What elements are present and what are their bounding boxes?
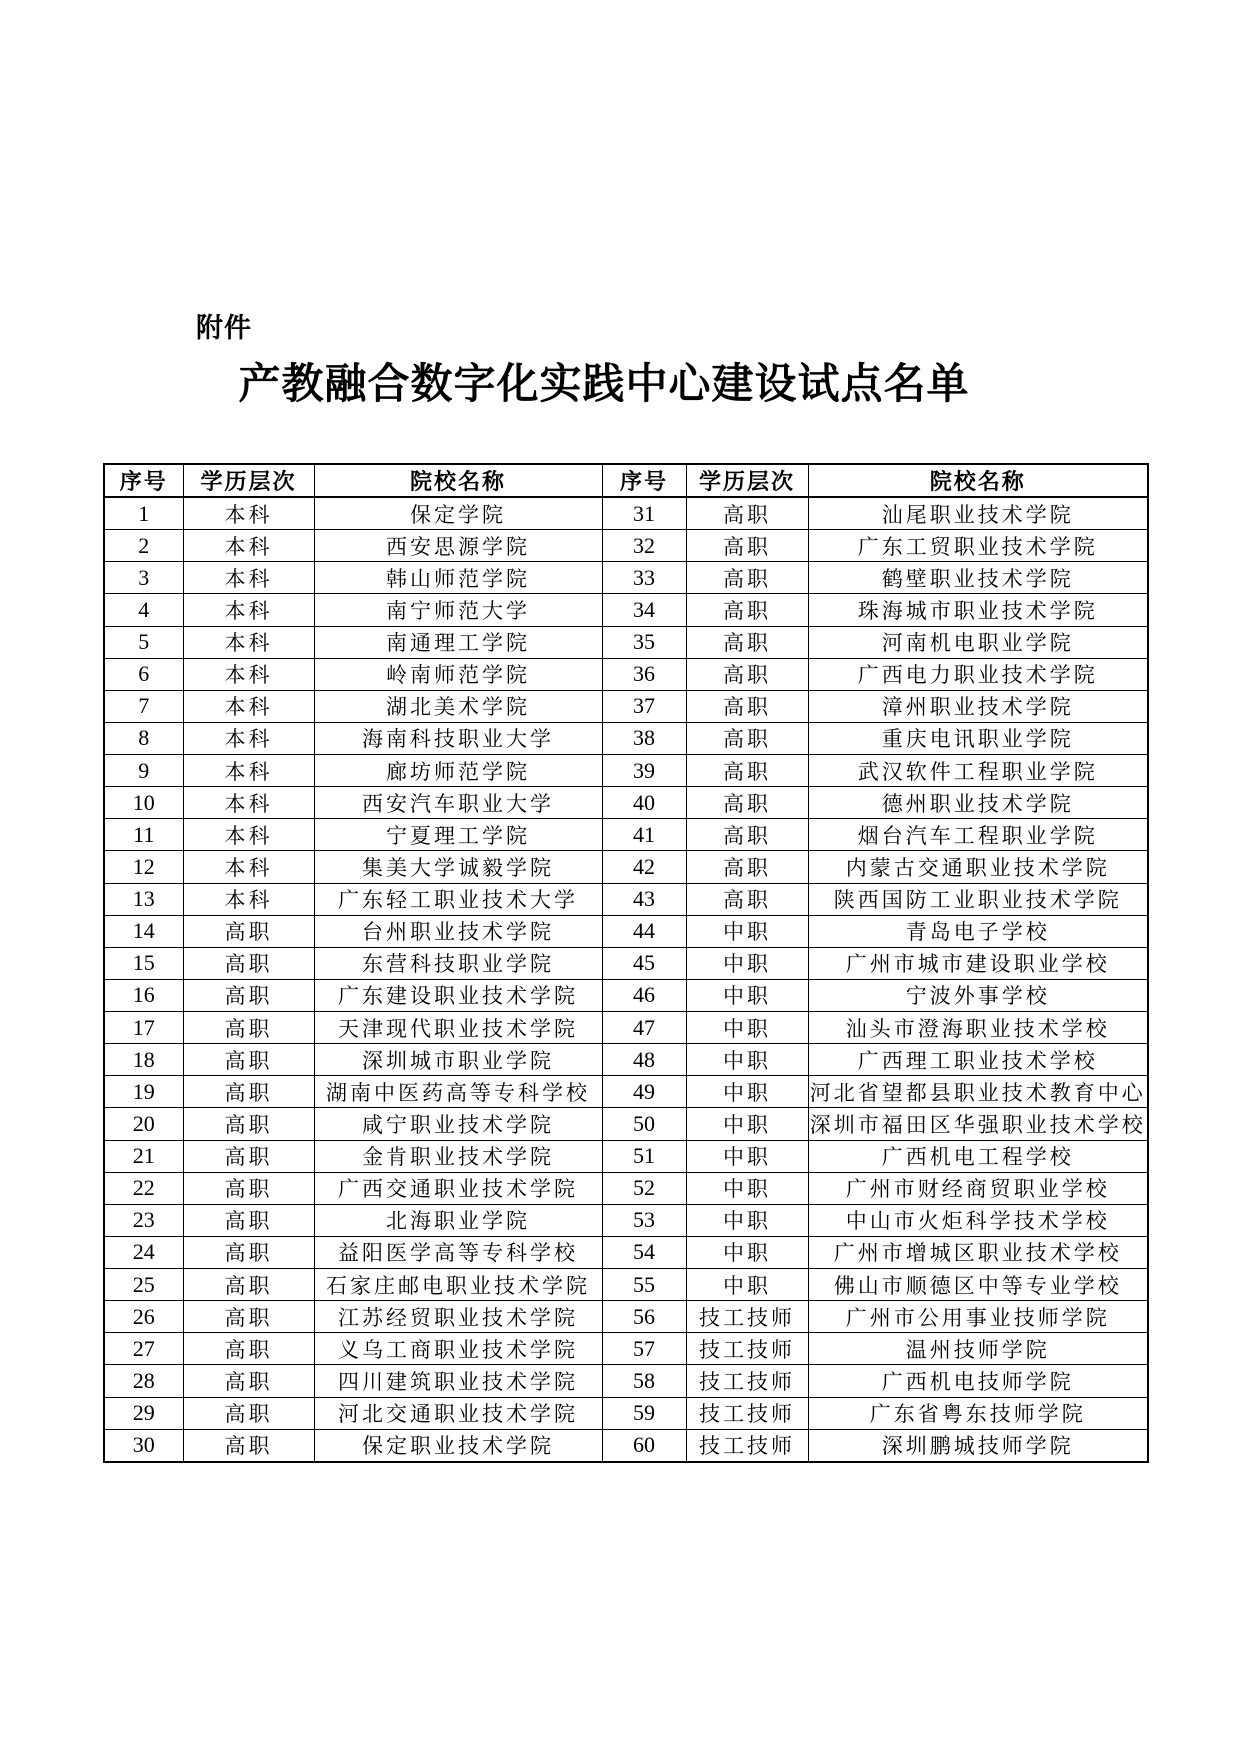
level-cell: 高职: [686, 851, 808, 883]
name-cell: 西安汽车职业大学: [314, 787, 602, 819]
table-row: [104, 497, 1148, 530]
name-cell: 中山市火炬科学技术学校: [808, 1204, 1148, 1236]
name-cell: 陕西国防工业职业技术学院: [808, 883, 1148, 915]
name-cell: 广东省粤东技师学院: [808, 1397, 1148, 1429]
level-cell: 高职: [686, 658, 808, 690]
seq-cell: 41: [602, 819, 686, 851]
table-row: [104, 1269, 1148, 1301]
seq-cell: 53: [602, 1204, 686, 1236]
seq-cell: 46: [602, 979, 686, 1011]
level-cell: 高职: [686, 722, 808, 754]
seq-cell: 15: [104, 947, 183, 979]
name-cell: 广东轻工职业技术大学: [314, 883, 602, 915]
name-cell: 漳州职业技术学院: [808, 690, 1148, 722]
name-cell: 集美大学诚毅学院: [314, 851, 602, 883]
seq-cell: 40: [602, 787, 686, 819]
table-row: [104, 626, 1148, 658]
seq-cell: 27: [104, 1333, 183, 1365]
name-cell: 保定学院: [314, 497, 602, 530]
table-row: [104, 1076, 1148, 1108]
seq-cell: 55: [602, 1269, 686, 1301]
level-cell: 高职: [183, 1301, 314, 1333]
name-cell: 河北交通职业技术学院: [314, 1397, 602, 1429]
seq-cell: 45: [602, 947, 686, 979]
level-cell: 高职: [183, 1076, 314, 1108]
seq-cell: 26: [104, 1301, 183, 1333]
level-cell: 中职: [686, 947, 808, 979]
table-row: [104, 1204, 1148, 1236]
seq-cell: 44: [602, 915, 686, 947]
seq-cell: 11: [104, 819, 183, 851]
name-cell: 广西电力职业技术学院: [808, 658, 1148, 690]
name-cell: 河北省望都县职业技术教育中心: [808, 1076, 1148, 1108]
level-cell: 高职: [183, 1108, 314, 1140]
level-cell: 中职: [686, 1236, 808, 1268]
name-cell: 汕头市澄海职业技术学校: [808, 1012, 1148, 1044]
table-body: [104, 497, 1148, 1462]
name-cell: 广西机电工程学校: [808, 1140, 1148, 1172]
seq-cell: 50: [602, 1108, 686, 1140]
name-cell: 廊坊师范学院: [314, 755, 602, 787]
name-cell: 汕尾职业技术学院: [808, 497, 1148, 530]
seq-cell: 20: [104, 1108, 183, 1140]
level-cell: 技工技师: [686, 1301, 808, 1333]
seq-cell: 10: [104, 787, 183, 819]
seq-cell: 49: [602, 1076, 686, 1108]
level-cell: 高职: [686, 755, 808, 787]
name-cell: 义乌工商职业技术学院: [314, 1333, 602, 1365]
seq-cell: 56: [602, 1301, 686, 1333]
name-cell: 益阳医学高等专科学校: [314, 1236, 602, 1268]
seq-cell: 19: [104, 1076, 183, 1108]
attachment-label: 附件: [196, 313, 252, 343]
seq-cell: 9: [104, 755, 183, 787]
table-row: [104, 658, 1148, 690]
level-cell: 本科: [183, 658, 314, 690]
page-title: 产教融合数字化实践中心建设试点名单: [238, 362, 970, 408]
seq-cell: 52: [602, 1172, 686, 1204]
seq-cell: 23: [104, 1204, 183, 1236]
level-cell: 本科: [183, 497, 314, 530]
level-cell: 高职: [686, 787, 808, 819]
level-cell: 高职: [183, 1204, 314, 1236]
name-cell: 广西理工职业技术学校: [808, 1044, 1148, 1076]
level-cell: 技工技师: [686, 1397, 808, 1429]
seq-cell: 47: [602, 1012, 686, 1044]
pilot-list-table: [103, 463, 1149, 1463]
name-cell: 韩山师范学院: [314, 562, 602, 594]
level-cell: 高职: [686, 626, 808, 658]
seq-cell: 32: [602, 530, 686, 562]
level-cell: 高职: [686, 594, 808, 626]
name-cell: 湖南中医药高等专科学校: [314, 1076, 602, 1108]
table-row: [104, 915, 1148, 947]
level-cell: 本科: [183, 562, 314, 594]
level-cell: 高职: [183, 979, 314, 1011]
seq-cell: 38: [602, 722, 686, 754]
table-row: [104, 562, 1148, 594]
seq-cell: 39: [602, 755, 686, 787]
level-cell: 中职: [686, 1172, 808, 1204]
name-cell: 内蒙古交通职业技术学院: [808, 851, 1148, 883]
seq-cell: 14: [104, 915, 183, 947]
name-cell: 保定职业技术学院: [314, 1429, 602, 1462]
name-cell: 广东建设职业技术学院: [314, 979, 602, 1011]
name-cell: 金肯职业技术学院: [314, 1140, 602, 1172]
level-cell: 中职: [686, 1044, 808, 1076]
table-row: [104, 787, 1148, 819]
level-cell: 中职: [686, 1108, 808, 1140]
name-cell: 宁波外事学校: [808, 979, 1148, 1011]
name-cell: 烟台汽车工程职业学院: [808, 819, 1148, 851]
level-cell: 高职: [183, 1365, 314, 1397]
name-cell: 广州市财经商贸职业学校: [808, 1172, 1148, 1204]
name-cell: 咸宁职业技术学院: [314, 1108, 602, 1140]
table-header-row: [104, 464, 1148, 497]
level-cell: 高职: [686, 819, 808, 851]
level-cell: 本科: [183, 851, 314, 883]
seq-cell: 5: [104, 626, 183, 658]
name-cell: 湖北美术学院: [314, 690, 602, 722]
seq-cell: 25: [104, 1269, 183, 1301]
seq-cell: 33: [602, 562, 686, 594]
level-cell: 高职: [183, 1172, 314, 1204]
name-cell: 东营科技职业学院: [314, 947, 602, 979]
level-cell: 中职: [686, 1269, 808, 1301]
level-cell: 本科: [183, 530, 314, 562]
seq-cell: 48: [602, 1044, 686, 1076]
seq-cell: 42: [602, 851, 686, 883]
level-cell: 高职: [183, 1044, 314, 1076]
name-cell: 广州市公用事业技师学院: [808, 1301, 1148, 1333]
seq-cell: 7: [104, 690, 183, 722]
level-cell: 中职: [686, 1140, 808, 1172]
seq-cell: 13: [104, 883, 183, 915]
level-cell: 中职: [686, 979, 808, 1011]
level-cell: 技工技师: [686, 1429, 808, 1462]
name-cell: 广州市城市建设职业学校: [808, 947, 1148, 979]
seq-cell: 1: [104, 497, 183, 530]
seq-cell: 34: [602, 594, 686, 626]
seq-cell: 58: [602, 1365, 686, 1397]
name-cell: 天津现代职业技术学院: [314, 1012, 602, 1044]
name-cell: 青岛电子学校: [808, 915, 1148, 947]
table-row: [104, 1397, 1148, 1429]
seq-cell: 54: [602, 1236, 686, 1268]
table-row: [104, 1429, 1148, 1462]
seq-cell: 8: [104, 722, 183, 754]
seq-cell: 18: [104, 1044, 183, 1076]
seq-cell: 43: [602, 883, 686, 915]
seq-cell: 36: [602, 658, 686, 690]
table-row: [104, 594, 1148, 626]
level-cell: 本科: [183, 787, 314, 819]
table-row: [104, 979, 1148, 1011]
level-cell: 高职: [686, 562, 808, 594]
level-cell: 高职: [686, 883, 808, 915]
header-no-right: 序号: [602, 464, 686, 497]
name-cell: 广州市增城区职业技术学校: [808, 1236, 1148, 1268]
seq-cell: 4: [104, 594, 183, 626]
level-cell: 中职: [686, 1076, 808, 1108]
level-cell: 中职: [686, 1012, 808, 1044]
name-cell: 河南机电职业学院: [808, 626, 1148, 658]
level-cell: 高职: [183, 1269, 314, 1301]
level-cell: 高职: [183, 1140, 314, 1172]
name-cell: 南通理工学院: [314, 626, 602, 658]
level-cell: 高职: [686, 690, 808, 722]
seq-cell: 31: [602, 497, 686, 530]
level-cell: 本科: [183, 690, 314, 722]
name-cell: 鹤壁职业技术学院: [808, 562, 1148, 594]
seq-cell: 60: [602, 1429, 686, 1462]
level-cell: 高职: [183, 1012, 314, 1044]
level-cell: 高职: [183, 947, 314, 979]
level-cell: 高职: [183, 1397, 314, 1429]
table-row: [104, 851, 1148, 883]
name-cell: 北海职业学院: [314, 1204, 602, 1236]
header-level-left: 学历层次: [183, 464, 314, 497]
level-cell: 本科: [183, 594, 314, 626]
table-row: [104, 722, 1148, 754]
level-cell: 中职: [686, 915, 808, 947]
table-row: [104, 1365, 1148, 1397]
header-name-left: 院校名称: [314, 464, 602, 497]
name-cell: 海南科技职业大学: [314, 722, 602, 754]
table-row: [104, 1044, 1148, 1076]
seq-cell: 24: [104, 1236, 183, 1268]
name-cell: 岭南师范学院: [314, 658, 602, 690]
name-cell: 温州技师学院: [808, 1333, 1148, 1365]
name-cell: 重庆电讯职业学院: [808, 722, 1148, 754]
table-row: [104, 1236, 1148, 1268]
seq-cell: 21: [104, 1140, 183, 1172]
header-name-right: 院校名称: [808, 464, 1148, 497]
table-row: [104, 690, 1148, 722]
level-cell: 中职: [686, 1204, 808, 1236]
seq-cell: 12: [104, 851, 183, 883]
name-cell: 宁夏理工学院: [314, 819, 602, 851]
level-cell: 技工技师: [686, 1365, 808, 1397]
name-cell: 佛山市顺德区中等专业学校: [808, 1269, 1148, 1301]
name-cell: 德州职业技术学院: [808, 787, 1148, 819]
seq-cell: 2: [104, 530, 183, 562]
seq-cell: 35: [602, 626, 686, 658]
seq-cell: 30: [104, 1429, 183, 1462]
table-row: [104, 1172, 1148, 1204]
seq-cell: 22: [104, 1172, 183, 1204]
seq-cell: 17: [104, 1012, 183, 1044]
level-cell: 高职: [183, 1333, 314, 1365]
seq-cell: 59: [602, 1397, 686, 1429]
level-cell: 技工技师: [686, 1333, 808, 1365]
name-cell: 石家庄邮电职业技术学院: [314, 1269, 602, 1301]
table-row: [104, 1301, 1148, 1333]
name-cell: 广西交通职业技术学院: [314, 1172, 602, 1204]
name-cell: 深圳城市职业学院: [314, 1044, 602, 1076]
seq-cell: 29: [104, 1397, 183, 1429]
seq-cell: 37: [602, 690, 686, 722]
level-cell: 高职: [183, 915, 314, 947]
table-row: [104, 883, 1148, 915]
level-cell: 本科: [183, 626, 314, 658]
table-row: [104, 1012, 1148, 1044]
level-cell: 本科: [183, 755, 314, 787]
header-level-right: 学历层次: [686, 464, 808, 497]
level-cell: 高职: [686, 530, 808, 562]
name-cell: 深圳鹏城技师学院: [808, 1429, 1148, 1462]
level-cell: 高职: [183, 1236, 314, 1268]
name-cell: 四川建筑职业技术学院: [314, 1365, 602, 1397]
name-cell: 江苏经贸职业技术学院: [314, 1301, 602, 1333]
table-header: [104, 464, 1148, 497]
seq-cell: 6: [104, 658, 183, 690]
level-cell: 高职: [183, 1429, 314, 1462]
seq-cell: 51: [602, 1140, 686, 1172]
table-row: [104, 1108, 1148, 1140]
table-row: [104, 1333, 1148, 1365]
name-cell: 台州职业技术学院: [314, 915, 602, 947]
level-cell: 本科: [183, 819, 314, 851]
level-cell: 本科: [183, 722, 314, 754]
table-row: [104, 755, 1148, 787]
name-cell: 深圳市福田区华强职业技术学校: [808, 1108, 1148, 1140]
table-row: [104, 1140, 1148, 1172]
seq-cell: 16: [104, 979, 183, 1011]
seq-cell: 28: [104, 1365, 183, 1397]
table-row: [104, 819, 1148, 851]
seq-cell: 57: [602, 1333, 686, 1365]
level-cell: 本科: [183, 883, 314, 915]
name-cell: 武汉软件工程职业学院: [808, 755, 1148, 787]
name-cell: 珠海城市职业技术学院: [808, 594, 1148, 626]
seq-cell: 3: [104, 562, 183, 594]
name-cell: 南宁师范大学: [314, 594, 602, 626]
header-no-left: 序号: [104, 464, 183, 497]
name-cell: 西安思源学院: [314, 530, 602, 562]
level-cell: 高职: [686, 497, 808, 530]
table-row: [104, 530, 1148, 562]
name-cell: 广东工贸职业技术学院: [808, 530, 1148, 562]
table-row: [104, 947, 1148, 979]
name-cell: 广西机电技师学院: [808, 1365, 1148, 1397]
